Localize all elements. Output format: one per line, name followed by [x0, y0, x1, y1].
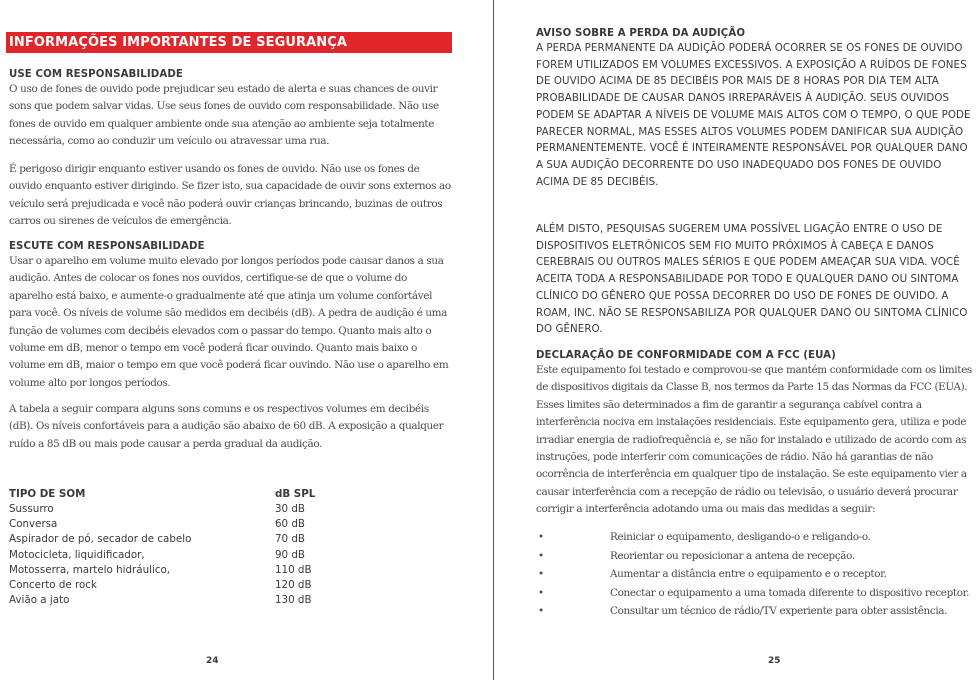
paragraph-hearing-loss-1: A PERDA PERMANENTE DA AUDIÇÃO PODERÁ OCORRER SE OS FONES DE OUVIDO FOREM UTILIZADOS EM VOLUMES EXCESSIVOS. A EXPOSIÇÃO A RUÍDOS DE FONES DE OUVIDO ACIMA DE 85 DECIBÉIS POR MAIS DE 8 HORAS POR DIA TEM ALTA PROBABILIDADE DE CAUSAR DANOS IRREPARÁVEIS À AUDIÇÃO. SEUS OUVIDOS PODEM SE ADAPTAR A NÍVEIS DE VOLUME MAIS ALTOS COM O TEMPO, O QUE PODE PARECER NORMAL, MAS ESSES ALTOS VOLUMES PODEM DANIFICAR SUA AUDIÇÃO PERMANENTEMENTE. VOCÊ É INTEIRAMENTE RESPONSÁVEL POR QUALQUER DANO A SUA AUDIÇÃO DECORRENTE DO USO INADEQUADO DOS FONES DE OUVIDO ACIMA DE 85 DECIBÉIS.: [536, 42, 971, 188]
column-header-sound: TIPO DE SOM: [9, 488, 86, 500]
bullet-icon: •: [538, 531, 544, 543]
bullet-icon: •: [538, 568, 544, 581]
table-row: [9, 517, 315, 532]
sound-cell: Motocicleta, liquidificador,: [9, 548, 145, 561]
db-cell: 120 dB: [275, 579, 312, 592]
paragraph-listen-1: Usar o aparelho em volume muito elevado por longos períodos pode causar danos a sua audição. Antes de colocar os fones nos ouvidos, certifique-se de que o volume do aparelho está baixo, e aumente-o gradualmente até que atinja um volume confortável para você. Os níveis de volume são medidos em decibéis (dB). A pedra de audição é uma função de volumes com decibéis elevados com o passar do tempo. Quanto mais alto o volume em dB, menor o tempo em você poderá ficar ouvindo. Quanto mais baixo o volume em dB, maior o tempo em que você poderá ficar ouvindo. Não use o aparelho em volume alto por longos períodos.: [9, 255, 449, 389]
table-row: [9, 593, 315, 608]
sound-cell: Sussurro: [9, 503, 54, 515]
sound-cell: Avião a jato: [9, 594, 70, 607]
fcc-measures-list: [536, 528, 976, 621]
paragraph-fcc: Este equipamento foi testado e comprovou-se que mantém conformidade com os limites de dispositivos digitais da Classe B, nos termos da Parte 15 das Normas da FCC (EUA). Esses limites são determinados a fim de garantir a segurança cabível contra a interferência nociva em instalações residenciais. Este equipamento gera, utiliza e pode irradiar energia de radiofrequência e, se não for instalado e utilizado de acordo com as instruções, pode interferir com comunicações de rádio. Não há garantias de não ocorrência de interferência em qualquer tipo de instalação. Se este equipamento vier a causar interferência com a recepção de rádio ou televisão, o usuário deverá procurar corrigir a interferência adotando uma ou mais das medidas a seguir:: [536, 364, 972, 516]
sound-cell: Conversa: [9, 518, 58, 531]
right-page: [496, 0, 976, 680]
list-item: • Conectar o equipamento a uma tomada diferente to dispositivo receptor.: [536, 584, 976, 603]
bullet-icon: •: [538, 549, 544, 562]
bullet-icon: •: [538, 586, 544, 599]
paragraph-listen-2: A tabela a seguir compara alguns sons comuns e os respectivos volumes em decibéis (dB). Os níveis confortáveis para a audição são abaixo de 60 dB. A exposição a qualquer ruído a 85 dB ou mais pode causar a perda gradual da audição.: [9, 403, 444, 450]
section-heading-use: USE COM RESPONSABILIDADE: [9, 69, 183, 80]
db-cell: 90 dB: [275, 548, 305, 561]
list-item: • Consultar um técnico de rádio/TV experiente para obter assistência.: [536, 602, 976, 621]
page-number-right: 25: [768, 656, 781, 666]
sound-cell: Concerto de rock: [9, 579, 97, 592]
db-cell: 60 dB: [275, 518, 305, 531]
paragraph-hearing-loss-2: ALÉM DISTO, PESQUISAS SUGEREM UMA POSSÍVEL LIGAÇÃO ENTRE O USO DE DISPOSITIVOS ELETRÔNICOS SEM FIO MUITO PRÓXIMOS À CABEÇA E DANOS CEREBRAIS OU OUTROS MALES SÉRIOS E QUE PODEM AMEAÇAR SUA VIDA. VOCÊ ACEITA TODA A RESPONSABILIDADE POR TODO E QUALQUER DANO OU SINTOMA CLÍNICO DO GÊNERO QUE POSSA DECORRER DO USO DE FONES DE OUVIDO. A ROAM, INC. NÃO SE RESPONSABILIZA POR QUALQUER DANO OU SINTOMA CLÍNICO DO GÊNERO.: [536, 223, 968, 336]
page-divider: [493, 0, 494, 680]
page-number-left: 24: [206, 656, 219, 666]
section-heading-fcc: DECLARAÇÃO DE CONFORMIDADE COM A FCC (EUA): [536, 350, 836, 361]
decibel-table: [9, 486, 315, 608]
table-row: [9, 563, 315, 578]
list-item: • Reiniciar o equipamento, desligando-o e religando-o.: [536, 528, 976, 547]
column-header-db: dB SPL: [275, 488, 316, 500]
db-cell: 130 dB: [275, 594, 312, 607]
sound-cell: Motosserra, martelo hidráulico,: [9, 563, 171, 576]
table-row: [9, 502, 315, 517]
section-heading-listen: ESCUTE COM RESPONSABILIDADE: [9, 241, 205, 252]
list-item: • Reorientar ou reposicionar a antena de recepção.: [536, 547, 976, 566]
db-cell: 30 dB: [275, 503, 305, 515]
sound-cell: Aspirador de pó, secador de cabelo: [9, 533, 192, 546]
table-row: [9, 548, 315, 563]
safety-banner: INFORMAÇÕES IMPORTANTES DE SEGURANÇA: [6, 32, 452, 53]
table-row: [9, 532, 315, 547]
db-cell: 110 dB: [275, 563, 312, 576]
table-row: [9, 578, 315, 593]
bullet-icon: •: [538, 605, 544, 618]
paragraph-use-1: O uso de fones de ouvido pode prejudicar seu estado de alerta e suas chances de ouvir sons que podem salvar vidas. Use seus fones de ouvido com responsabilidade. Não use fones de ouvido em qualquer ambiente onde sua atenção ao ambiente seja totalmente necessária, como ao conduzir um veículo ou atravessar uma rua.: [9, 83, 439, 148]
list-item: • Aumentar a distância entre o equipamento e o receptor.: [536, 565, 976, 584]
table-header-row: [9, 486, 315, 502]
db-cell: 70 dB: [275, 533, 305, 546]
section-heading-hearing-loss: AVISO SOBRE A PERDA DA AUDIÇÃO: [536, 28, 746, 39]
paragraph-use-2: É perigoso dirigir enquanto estiver usando os fones de ouvido. Não use os fones de ouvido enquanto estiver dirigindo. Se fizer isto, sua capacidade de ouvir sons externos ao veículo será prejudicada e você não poderá ouvir crianças brincando, buzinas de outros carros ou sirenes de veículos de emergência.: [9, 163, 451, 228]
